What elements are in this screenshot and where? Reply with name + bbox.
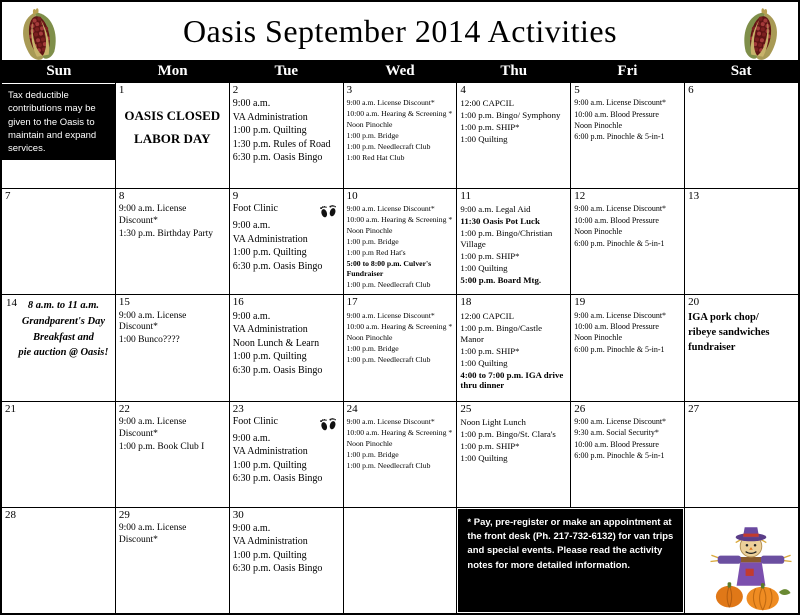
event: 1:00 p.m. Quilting [232,125,307,137]
event: 1:00 p.m Red Hat's [346,248,406,258]
date-number: 4 [460,84,466,96]
scarecrow-image [706,521,796,611]
event: ribeye sandwiches [688,326,770,338]
event: 4:00 to 7:00 p.m. IGA drive thru dinner [460,369,564,391]
day-cell-28 [2,508,115,613]
event: 9:00 a.m. Legal Aid [460,204,531,215]
event: 1:00 p.m. Bridge [346,131,399,141]
events-list [347,98,454,163]
foot-clinic-row [233,203,340,219]
day-cell-24 [344,402,457,507]
calendar-grid [2,83,798,613]
event: 1:00 p.m. SHIP* [460,345,520,356]
event: 9:00 a.m. License Discount* [118,204,187,227]
event: 1:00 p.m. Bridge [346,449,399,459]
date-number: 29 [118,508,130,521]
event: 6:30 p.m. Oasis Bingo [232,473,323,485]
events-list [460,417,567,464]
date-number: 10 [346,190,358,203]
events-list [460,204,567,286]
date-number: 17 [346,296,358,309]
events-list [574,417,681,462]
event: 10:00 a.m. Hearing & Screening * [346,321,453,331]
event: 1:00 Quilting [460,134,508,145]
event: 10:00 a.m. Blood Pressure [574,321,659,331]
event: Noon Pinochle [574,227,623,237]
event: 9:00 a.m. License Discount* [346,204,435,214]
day-cell-18 [457,295,570,400]
events-list [119,311,226,348]
event: 1:00 p.m. Bingo/Christian Village [460,228,553,250]
event: IGA pork chop/ [688,311,759,323]
day-cell-26 [571,402,684,507]
events-list [574,98,681,143]
date-number: 1 [118,84,125,96]
event: 5:00 p.m. Board Mtg. [460,275,542,286]
events-list [5,297,112,361]
event: 9:00 a.m. License Discount* [574,310,667,320]
date-number: 24 [346,402,358,415]
day-cell-22 [116,402,229,507]
event: 8 a.m. to 11 a.m. [27,300,100,312]
date-number: 14 [6,297,17,310]
event: 1:00 p.m. SHIP* [460,122,520,133]
events-list [688,311,795,356]
date-number: 3 [346,84,353,96]
event: 9:00 a.m. [232,98,271,110]
event: 1:30 p.m. Rules of Road [232,138,331,150]
day-cell-7 [2,189,115,294]
event: 9:00 a.m. License Discount* [346,310,435,320]
date-number: 9 [232,190,239,203]
day-cell-21 [2,402,115,507]
events-list [119,523,226,547]
date-number: 26 [574,402,586,415]
event: 6:30 p.m. Oasis Bingo [232,563,323,575]
event: 9:00 a.m. License Discount* [118,416,187,439]
event: Noon Pinochle [574,333,623,343]
event: 6:00 p.m. Pinochle & 5-in-1 [574,450,665,460]
day-cell-5 [571,83,684,188]
scarecrow-cell [685,508,798,613]
event: 9:00 a.m. [232,432,271,444]
event: Noon Pinochle [346,332,393,342]
event: 1:00 p.m. Needlecraft Club [346,354,431,364]
donation-note: Tax deductible contributions may be given to the Oasis to maintain and expand services. [2,84,115,160]
day-cell-23 [230,402,343,507]
event: 1:00 p.m. Needlecraft Club [346,460,431,470]
event: 9:00 a.m. License Discount* [574,98,667,108]
day-cell-10 [344,189,457,294]
date-number: 11 [460,190,472,203]
event: Grandparent's Day [21,316,105,328]
event: OASIS CLOSED [124,108,221,124]
event: Noon Lunch & Learn [232,337,320,349]
date-number: 20 [688,296,700,309]
day-cell-2 [230,83,343,188]
day-cell-15 [116,295,229,400]
event: 1:00 p.m. Needlecraft Club [346,142,431,152]
event: 1:00 Quilting [460,263,508,274]
event: 9:00 a.m. [232,310,271,322]
side-note-cell [2,83,115,188]
event: VA Administration [232,536,308,548]
footprints-icon [319,417,338,432]
day-cell-8 [116,189,229,294]
date-number: 27 [688,402,700,415]
event: 1:00 Red Hat Club [346,153,405,163]
event: 1:00 Quilting [460,452,508,463]
event: 1:00 p.m. Quilting [232,247,307,259]
day-cell-17 [344,295,457,400]
event: 6:00 p.m. Pinochle & 5-in-1 [574,132,665,142]
day-of-week-row [2,60,798,83]
events-list [460,98,567,145]
date-number: 25 [460,402,472,415]
day-cell-3 [344,83,457,188]
event: fundraiser [688,341,736,353]
day-cell-25 [457,402,570,507]
events-list [347,417,454,471]
day-header-mon: Mon [157,63,188,79]
event: 9:00 a.m. [232,522,271,534]
event: 6:30 p.m. Oasis Bingo [232,364,323,376]
event: 9:00 a.m. License Discount* [574,204,667,214]
date-number: 12 [574,190,586,203]
day-cell-20 [685,295,798,400]
event: 1:00 p.m. Bridge [346,237,399,247]
event: 1:30 p.m. Birthday Party [118,229,214,240]
event: Noon Light Lunch [460,416,526,427]
event: 12:00 CAPCIL [460,310,514,321]
day-header-tue: Tue [274,63,299,79]
foot-clinic-row [233,416,340,432]
event: 10:00 a.m. Blood Pressure [574,439,659,449]
date-number: 8 [118,190,125,203]
day-header-wed: Wed [385,63,415,79]
day-cell-27 [685,402,798,507]
event: Noon Pinochle [346,226,393,236]
events-list [233,523,340,576]
event: 1:00 p.m. Bingo/Castle Manor [460,322,543,344]
event: 1:00 p.m. SHIP* [460,440,520,451]
day-cell-13 [685,189,798,294]
date-number: 18 [460,296,472,309]
day-header-sun: Sun [46,63,72,79]
date-number: 7 [5,190,11,203]
event: Noon Pinochle [346,438,393,448]
date-number: 2 [232,84,239,96]
event: 9:00 a.m. [232,220,271,232]
events-list [119,417,226,454]
event: VA Administration [232,233,308,245]
event: 9:00 a.m. License Discount* [346,416,435,426]
event: 1:00 p.m. Bingo/ Symphony [460,110,561,121]
event: LABOR DAY [134,131,211,147]
event: 1:00 p.m. Needlecraft Club [346,280,431,290]
day-header-thu: Thu [500,63,528,79]
foot-clinic-label: Foot Clinic [232,415,278,427]
event: 12:00 CAPCIL [460,98,514,109]
event: 10:00 a.m. Hearing & Screening * [346,109,453,119]
event: 6:00 p.m. Pinochle & 5-in-1 [574,238,665,248]
day-cell-30 [230,508,343,613]
registration-note: * Pay, pre-register or make an appointment at the front desk (Ph. 217-732-6132) for van trips and special events. Please read the activity notes for more detailed information. [458,509,683,612]
day-cell-16 [230,295,343,400]
date-number: 6 [688,84,694,96]
events-list [574,204,681,249]
events-list [233,220,340,273]
event: VA Administration [232,111,308,123]
date-number: 16 [232,296,244,309]
event: 6:30 p.m. Oasis Bingo [232,152,323,164]
event: 9:00 a.m. License Discount* [574,416,667,426]
events-list [119,105,226,150]
event: 1:00 p.m. Quilting [232,351,307,363]
day-cell-14 [2,295,115,400]
day-cell-19 [571,295,684,400]
day-cell-29 [116,508,229,613]
bottom-note-cell [457,508,684,613]
event: 9:00 a.m. License Discount* [118,310,187,333]
events-list [574,311,681,356]
date-number: 21 [5,402,16,415]
event: 6:30 p.m. Oasis Bingo [232,260,323,272]
date-number: 30 [232,508,244,521]
event: Noon Pinochle [346,120,393,130]
event: 1:00 Quilting [460,357,508,368]
day-cell-1 [116,83,229,188]
event: 1:00 p.m. SHIP* [460,251,520,262]
event: 9:30 a.m. Social Security* [574,428,659,438]
event: 9:00 a.m. License Discount* [118,522,187,545]
events-list [347,204,454,290]
corn-icon-right [734,6,788,62]
calendar-header [2,2,798,60]
day-cell-11 [457,189,570,294]
day-cell-empty [344,508,457,613]
event: 1:00 p.m. Quilting [232,459,307,471]
calendar-title: Oasis September 2014 Activities [182,12,618,49]
event: 10:00 a.m. Hearing & Screening * [346,215,453,225]
foot-clinic-label: Foot Clinic [232,203,278,215]
event: Noon Pinochle [574,120,623,130]
corn-icon-left [12,6,66,62]
event: 10:00 a.m. Blood Pressure [574,215,659,225]
day-cell-4 [457,83,570,188]
event: 1:00 p.m. Quilting [232,549,307,561]
events-list [233,98,340,165]
event: VA Administration [232,446,308,458]
events-list [233,433,340,486]
events-list [347,311,454,365]
event: 1:00 p.m. Book Club I [118,441,205,452]
event: 10:00 a.m. Blood Pressure [574,109,659,119]
event: 5:00 to 8:00 p.m. Culver's Fundraiser [346,259,432,279]
day-header-fri: Fri [617,63,638,79]
date-number: 13 [688,190,700,203]
event: 1:00 p.m. Bingo/St. Clara's [460,428,556,439]
date-number: 28 [5,508,16,521]
date-number: 15 [118,296,130,309]
day-cell-12 [571,189,684,294]
events-list [233,311,340,378]
event: 1:00 Bunco???? [118,335,180,346]
event: pie auction @ Oasis! [18,347,109,359]
event: 6:00 p.m. Pinochle & 5-in-1 [574,344,665,354]
event: Breakfast and [32,331,94,343]
event: 1:00 p.m. Bridge [346,343,399,353]
date-number: 19 [574,296,586,309]
event: VA Administration [232,324,308,336]
events-list [460,311,567,392]
day-header-sat: Sat [730,63,752,79]
footprints-icon [319,204,338,219]
day-cell-6 [685,83,798,188]
date-number: 23 [232,402,244,415]
event: 11:30 Oasis Pot Luck [460,216,540,227]
date-number: 5 [574,84,580,96]
events-list [119,204,226,241]
event: 10:00 a.m. Hearing & Screening * [346,427,453,437]
event: 9:00 a.m. License Discount* [346,98,435,108]
day-cell-9 [230,189,343,294]
date-number: 22 [118,402,130,415]
